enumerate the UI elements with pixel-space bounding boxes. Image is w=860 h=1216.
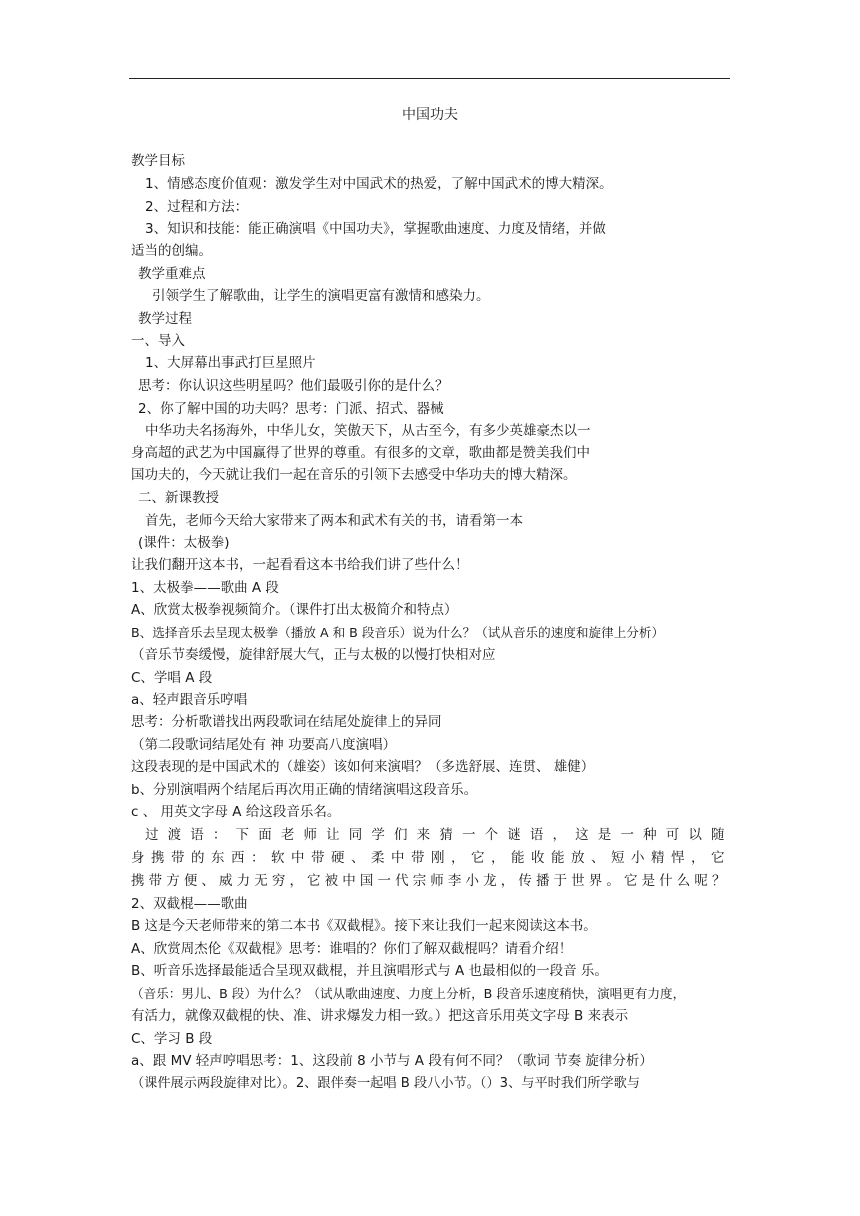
paragraph-line: C、学习 B 段 xyxy=(131,1031,213,1047)
paragraph-line: 2、双截棍——歌曲 xyxy=(131,896,248,912)
paragraph-line: B、选择音乐去呈现太极拳（播放 A 和 B 段音乐）说为什么？（试从音乐的速度和旋律上分析） xyxy=(131,625,665,640)
heading-objectives: 教学目标 xyxy=(131,153,185,169)
paragraph-line: b、分别演唱两个结尾后再次用正确的情绪演唱这段音乐。 xyxy=(131,782,478,798)
heading-key-points: 教学重难点 xyxy=(138,266,206,282)
paragraph-line: 中华功夫名扬海外，中华儿女，笑傲天下，从古至今，有多少英雄豪杰以一 xyxy=(145,423,591,439)
paragraph-line: 适当的创编。 xyxy=(131,243,212,259)
section-new-lesson: 二、新课教授 xyxy=(138,490,219,506)
paragraph-line: 国功夫的，今天就让我们一起在音乐的引领下去感受中华功夫的博大精深。 xyxy=(131,467,577,483)
paragraph-line: (课件：太极拳) xyxy=(138,535,230,551)
paragraph-line: （第二段歌词结尾处有 神 功要高八度演唱） xyxy=(131,737,397,753)
section-intro: 一、导入 xyxy=(131,333,185,349)
paragraph-line: a、轻声跟音乐哼唱 xyxy=(131,692,248,708)
paragraph-line: B、听音乐选择最能适合呈现双截棍，并且演唱形式与 A 也最相似的一段音 乐。 xyxy=(131,963,608,979)
paragraph-line: 引领学生了解歌曲，让学生的演唱更富有激情和感染力。 xyxy=(152,288,490,304)
paragraph-line: 身高超的武艺为中国赢得了世界的尊重。有很多的文章，歌曲都是赞美我们中 xyxy=(131,445,590,461)
paragraph-line: 2、过程和方法： xyxy=(145,199,249,215)
paragraph-line: 1、大屏幕出事武打巨星照片 xyxy=(145,355,316,371)
paragraph-line: 身携带的东西：软中带硬、柔中带刚，它，能收能放、短小精悍，它 xyxy=(131,850,727,866)
paragraph-line: 3、知识和技能：能正确演唱《中国功夫》，掌握歌曲速度、力度及情绪，并做 xyxy=(145,221,606,237)
paragraph-line: C、学唱 A 段 xyxy=(131,670,213,686)
paragraph-line: 让我们翻开这本书，一起看看这本书给我们讲了些什么！ xyxy=(131,557,469,573)
paragraph-line: 有活力，就像双截棍的快、准、讲求爆发力相一致。）把这音乐用英文字母 B 来表示 xyxy=(131,1008,629,1024)
paragraph-line: c 、 用英文字母 A 给这段音乐名。 xyxy=(131,804,341,820)
paragraph-line: B 这是今天老师带来的第二本书《双截棍》。接下来让我们一起来阅读这本书。 xyxy=(131,918,597,934)
paragraph-line: A、欣赏周杰伦《双截棍》思考：谁唱的？你们了解双截棍吗？请看介绍！ xyxy=(131,941,573,957)
paragraph-line: （音乐节奏缓慢，旋律舒展大气，正与太极的以慢打快相对应 xyxy=(131,647,496,663)
header-rule xyxy=(129,78,730,79)
paragraph-line: 携带方便、威力无穷，它被中国一代宗师李小龙，传播于世界。它是什么呢？ xyxy=(131,873,727,889)
paragraph-line: A、欣赏太极拳视频简介。（课件打出太极简介和特点） xyxy=(131,602,458,618)
paragraph-line: （音乐：男儿、B 段）为什么？（试从歌曲速度、力度上分析，B 段音乐速度稍快，演唱更有力度， xyxy=(131,986,686,1001)
paragraph-line: 首先，老师今天给大家带来了两本和武术有关的书，请看第一本 xyxy=(145,513,523,529)
paragraph-line: （课件展示两段旋律对比）。2、跟伴奏一起唱 B 段八小节。（）3、与平时我们所学歌与 xyxy=(131,1076,640,1091)
paragraph-line: a、跟 MV 轻声哼唱思考：1、这段前 8 小节与 A 段有何不同？（歌词 节奏 旋律分析） xyxy=(131,1053,653,1069)
paragraph-line: 过渡语：下面老师让同学们来猜一个谜语，这是一种可以随 xyxy=(145,827,727,843)
paragraph-line: 1、情感态度价值观：激发学生对中国武术的热爱，了解中国武术的博大精深。 xyxy=(145,176,613,192)
paragraph-line: 思考：你认识这些明星吗？他们最吸引你的是什么？ xyxy=(138,378,449,394)
paragraph-line: 思考：分析歌谱找出两段歌词在结尾处旋律上的异同 xyxy=(131,714,442,730)
paragraph-line: 1、太极拳——歌曲 A 段 xyxy=(131,580,279,596)
heading-process: 教学过程 xyxy=(138,311,192,327)
document-title: 中国功夫 xyxy=(402,107,458,123)
paragraph-line: 2、你了解中国的功夫吗？思考：门派、招式、器械 xyxy=(138,401,444,417)
paragraph-line: 这段表现的是中国武术的（雄姿）该如何来演唱？（多选舒展、连贯、 雄健） xyxy=(131,759,595,775)
